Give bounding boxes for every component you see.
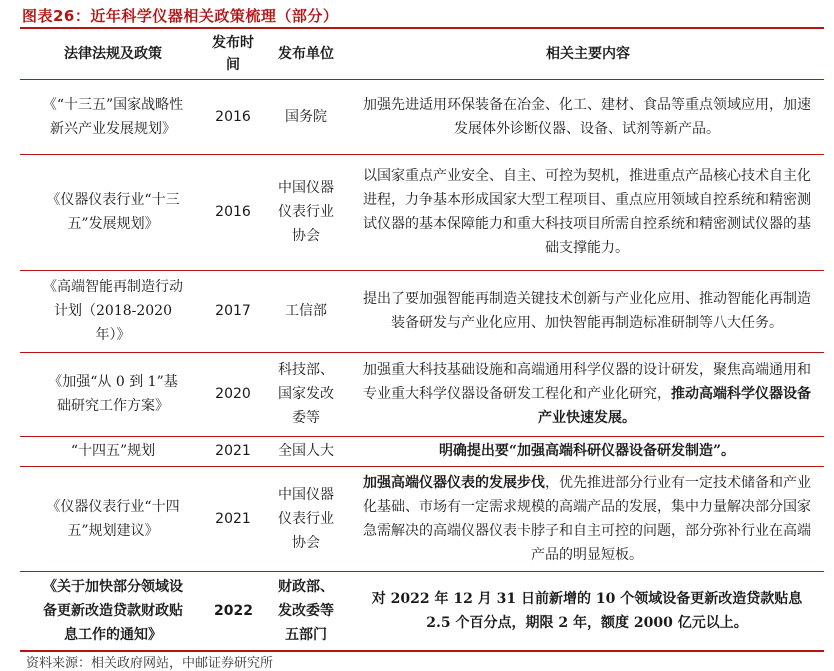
header-year: 发布时间 bbox=[206, 29, 260, 79]
content-emphasis: 加强高端仪器仪表的发展步伐 bbox=[363, 474, 545, 491]
unit-cell: 中国仪器仪表行业协会 bbox=[260, 154, 352, 270]
content-cell bbox=[352, 270, 824, 352]
policy-cell: 《仪器仪表行业“十四五”规划建议》 bbox=[20, 466, 206, 571]
content-cell bbox=[352, 154, 824, 270]
unit-cell: 全国人大 bbox=[260, 436, 352, 466]
year-cell: 2017 bbox=[206, 270, 260, 352]
unit-cell: 工信部 bbox=[260, 270, 352, 352]
content-text: 加强先进适用环保装备在冶金、化工、建材、食品等重点领域应用，加速发展体外诊断仪器、设备、试剂等新产品。 bbox=[363, 96, 811, 137]
table-row bbox=[20, 154, 824, 270]
content-text: 提出了要加强智能再制造关键技术创新与产业化应用、推动智能化再制造装备研发与产业化应用、加快智能再制造标准研制等八大任务。 bbox=[363, 291, 811, 331]
policy-cell: “十四五”规划 bbox=[20, 436, 206, 466]
unit-cell: 国务院 bbox=[260, 79, 352, 154]
policy-cell: 《仪器仪表行业“十三五”发展规划》 bbox=[20, 154, 206, 270]
header-unit: 发布单位 bbox=[260, 29, 352, 79]
policy-cell: 《加强“从 0 到 1”基础研究工作方案》 bbox=[20, 352, 206, 436]
content-text: 以国家重点产业安全、自主、可控为契机，推进重点产品核心技术自主化进程，力争基本形成国家大型工程项目、重点应用领域自控系统和精密测试仪器的基本保障能力和重大科技项目所需自控系统和精密测试仪器的基础支撑能力。 bbox=[363, 168, 811, 256]
content-text: 对 2022 年 12 月 31 日前新增的 10 个领域设备更新改造贷款贴息 2.5 个百分点，期限 2 年，额度 2000 亿元以上。 bbox=[371, 590, 803, 631]
unit-cell: 科技部、国家发改委等 bbox=[260, 352, 352, 436]
content-emphasis: 推动高端科学仪器设备产业快速发展。 bbox=[538, 386, 811, 426]
policy-cell: 《“十三五”国家战略性新兴产业发展规划》 bbox=[20, 79, 206, 154]
content-emphasis: 明确提出要“加强高端科研仪器设备研发制造”。 bbox=[438, 443, 736, 459]
table-row bbox=[20, 436, 824, 466]
table-row bbox=[20, 571, 824, 651]
source-note: 资料来源：相关政府网站，中邮证券研究所 bbox=[26, 656, 274, 671]
year-cell: 2016 bbox=[206, 79, 260, 154]
content-cell bbox=[352, 466, 824, 571]
table-row bbox=[20, 352, 824, 436]
header-content: 相关主要内容 bbox=[352, 29, 824, 79]
content-cell bbox=[352, 352, 824, 436]
policy-cell: 《关于加快部分领域设备更新改造贷款财政贴息工作的通知》 bbox=[20, 571, 206, 651]
policy-table bbox=[20, 29, 824, 652]
table-row bbox=[20, 79, 824, 154]
header-row bbox=[20, 29, 824, 79]
content-cell bbox=[352, 79, 824, 154]
unit-cell: 财政部、发改委等五部门 bbox=[260, 571, 352, 651]
year-cell: 2021 bbox=[206, 466, 260, 571]
content-cell bbox=[352, 571, 824, 651]
year-cell: 2020 bbox=[206, 352, 260, 436]
year-cell: 2022 bbox=[206, 571, 260, 651]
table-row bbox=[20, 466, 824, 571]
content-cell bbox=[352, 436, 824, 466]
content-text: 加强重大科技基础设施和高端通用科学仪器的设计研发，聚焦高端通用和专业重大科学仪器设备研发工程化和产业化研究， bbox=[363, 362, 811, 402]
unit-cell: 中国仪器仪表行业协会 bbox=[260, 466, 352, 571]
year-cell: 2021 bbox=[206, 436, 260, 466]
header-policy: 法律法规及政策 bbox=[20, 29, 206, 79]
year-cell: 2016 bbox=[206, 154, 260, 270]
table-row bbox=[20, 270, 824, 352]
figure-title: 图表26：近年科学仪器相关政策梳理（部分） bbox=[22, 7, 339, 25]
content-text: ，优先推进部分行业有一定技术储备和产业化基础、市场有一定需求规模的高端产品的发展，集中力量解决部分国家急需解决的高端仪器仪表卡脖子和自主可控的问题，部分弥补行业在高端产品的明显短板。 bbox=[363, 474, 811, 563]
policy-cell: 《高端智能再制造行动计划（2018-2020年）》 bbox=[20, 270, 206, 352]
